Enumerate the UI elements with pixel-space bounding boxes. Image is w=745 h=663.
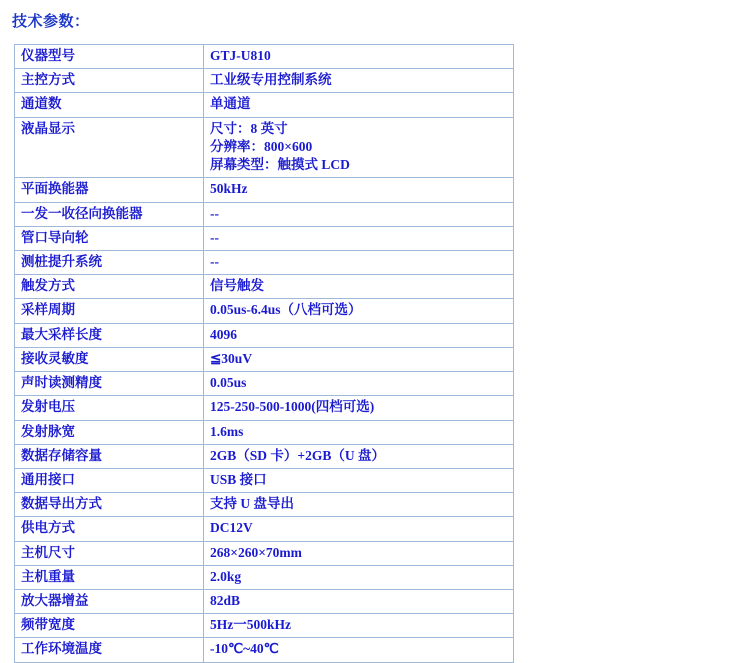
spec-value: 5Hz一500kHz — [204, 614, 514, 638]
spec-label: 触发方式 — [15, 275, 204, 299]
spec-value: DC12V — [204, 517, 514, 541]
spec-label: 发射脉宽 — [15, 420, 204, 444]
spec-value — [204, 117, 514, 178]
spec-value: 支持 U 盘导出 — [204, 493, 514, 517]
spec-value-line: 尺寸：8 英寸 — [210, 120, 288, 136]
spec-label: 通道数 — [15, 93, 204, 117]
spec-value: USB 接口 — [204, 468, 514, 492]
spec-value: 0.05us — [204, 372, 514, 396]
table-row — [15, 202, 514, 226]
spec-label: 接收灵敏度 — [15, 347, 204, 371]
spec-label: 通用接口 — [15, 468, 204, 492]
spec-label: 主控方式 — [15, 69, 204, 93]
table-row — [15, 638, 514, 662]
spec-value: -- — [204, 226, 514, 250]
table-row — [15, 117, 514, 178]
spec-label: 仪器型号 — [15, 45, 204, 69]
table-row — [15, 250, 514, 274]
page-title: 技术参数： — [12, 13, 90, 30]
spec-value-line: 分辨率：800×600 — [210, 138, 313, 154]
table-row — [15, 590, 514, 614]
table-row — [15, 347, 514, 371]
spec-label: 频带宽度 — [15, 614, 204, 638]
table-row — [15, 372, 514, 396]
table-row — [15, 93, 514, 117]
table-row — [15, 396, 514, 420]
spec-value: 125-250-500-1000(四档可选) — [204, 396, 514, 420]
spec-label: 数据存储容量 — [15, 444, 204, 468]
spec-label: 平面换能器 — [15, 178, 204, 202]
spec-value: ≦30uV — [204, 347, 514, 371]
table-row — [15, 275, 514, 299]
spec-label: 发射电压 — [15, 396, 204, 420]
spec-value: -- — [204, 202, 514, 226]
table-row — [15, 614, 514, 638]
spec-value: 1.6ms — [204, 420, 514, 444]
spec-value: 单通道 — [204, 93, 514, 117]
spec-label: 一发一收径向换能器 — [15, 202, 204, 226]
table-row — [15, 299, 514, 323]
table-row — [15, 69, 514, 93]
spec-label: 测桩提升系统 — [15, 250, 204, 274]
spec-value: 2GB（SD 卡）+2GB（U 盘） — [204, 444, 514, 468]
table-row — [15, 541, 514, 565]
spec-value: 工业级专用控制系统 — [204, 69, 514, 93]
spec-label: 声时读测精度 — [15, 372, 204, 396]
spec-label: 数据导出方式 — [15, 493, 204, 517]
table-row — [15, 420, 514, 444]
table-row — [15, 517, 514, 541]
spec-value: 82dB — [204, 590, 514, 614]
spec-label: 供电方式 — [15, 517, 204, 541]
spec-label: 采样周期 — [15, 299, 204, 323]
spec-label: 主机重量 — [15, 565, 204, 589]
spec-label: 最大采样长度 — [15, 323, 204, 347]
spec-label: 主机尺寸 — [15, 541, 204, 565]
spec-label: 液晶显示 — [15, 117, 204, 178]
spec-value: -10℃~40℃ — [204, 638, 514, 662]
spec-value: GTJ-U810 — [204, 45, 514, 69]
spec-value: -- — [204, 250, 514, 274]
table-row — [15, 323, 514, 347]
spec-value: 2.0kg — [204, 565, 514, 589]
spec-label: 放大器增益 — [15, 590, 204, 614]
table-row — [15, 565, 514, 589]
table-row — [15, 178, 514, 202]
table-row — [15, 468, 514, 492]
spec-value: 268×260×70mm — [204, 541, 514, 565]
table-body — [15, 45, 514, 663]
table-row — [15, 493, 514, 517]
table-row — [15, 226, 514, 250]
spec-label: 工作环境温度 — [15, 638, 204, 662]
spec-label: 管口导向轮 — [15, 226, 204, 250]
table-row — [15, 444, 514, 468]
spec-value: 4096 — [204, 323, 514, 347]
spec-value: 信号触发 — [204, 275, 514, 299]
spec-value-line: 屏幕类型：触摸式 LCD — [210, 157, 350, 173]
table-row — [15, 45, 514, 69]
spec-value: 0.05us-6.4us（八档可选） — [204, 299, 514, 323]
technical-specifications-table — [14, 44, 514, 663]
spec-value: 50kHz — [204, 178, 514, 202]
